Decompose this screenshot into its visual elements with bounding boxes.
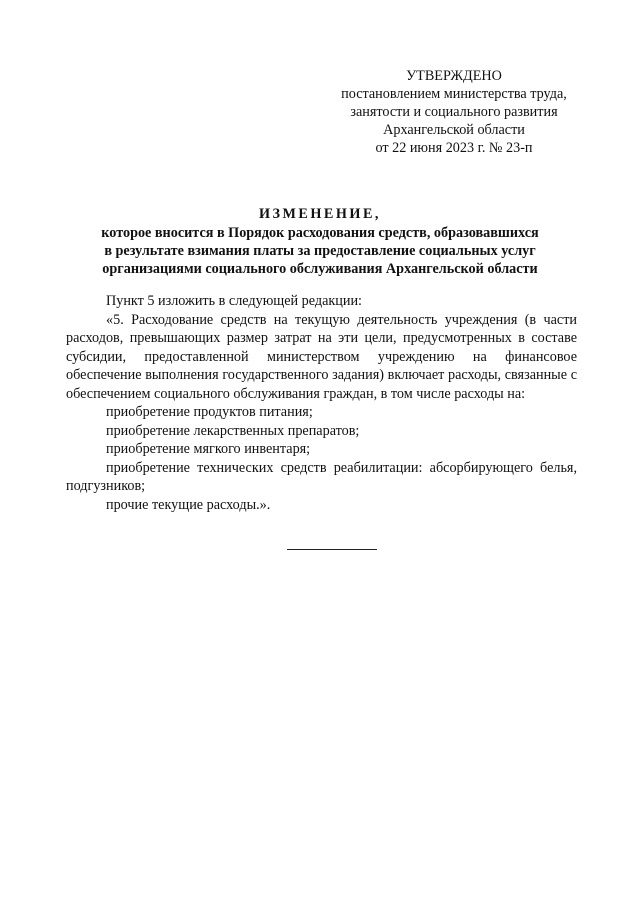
list-item: прочие текущие расходы.». — [106, 496, 271, 513]
document-subtitle-line: организациями социального обслуживания Архангельской области — [102, 261, 538, 277]
list-item: приобретение технических средств реабилитации: абсорбирующего белья, подгузников; — [66, 459, 577, 494]
document-body — [66, 292, 577, 514]
approval-stamp: УТВЕРЖДЕНО — [406, 68, 502, 84]
approval-block — [330, 67, 578, 157]
document-heading — [60, 205, 580, 278]
list-item: приобретение лекарственных препаратов; — [106, 422, 360, 439]
approval-line: занятости и социального развития — [350, 104, 558, 120]
document-subtitle-line: которое вносится в Порядок расходования средств, образовавшихся — [101, 225, 539, 241]
list-item: приобретение продуктов питания; — [106, 404, 313, 420]
body-paragraph: Пункт 5 изложить в следующей редакции: — [106, 293, 362, 309]
approval-date: от 22 июня 2023 г. № 23-п — [375, 140, 533, 156]
body-paragraph: «5. Расходование средств на текущую деятельность учреждения (в части расходов, превышающих размер затрат на эти цели, предусмотренных в составе субсидии, предоставленной министерством учреждению на финансовое обеспечение выполнения государственного задания) включает расходы, связанные с обеспечением социального обслуживания граждан, в том числе расходы на: — [66, 311, 577, 402]
approval-line: постановлением министерства труда, — [341, 86, 567, 102]
end-divider — [287, 549, 377, 550]
document-title: ИЗМЕНЕНИЕ, — [259, 206, 381, 222]
document-subtitle-line: в результате взимания платы за предоставление социальных услуг — [104, 243, 536, 259]
list-item: приобретение мягкого инвентаря; — [106, 441, 311, 457]
approval-line: Архангельской области — [383, 122, 525, 138]
